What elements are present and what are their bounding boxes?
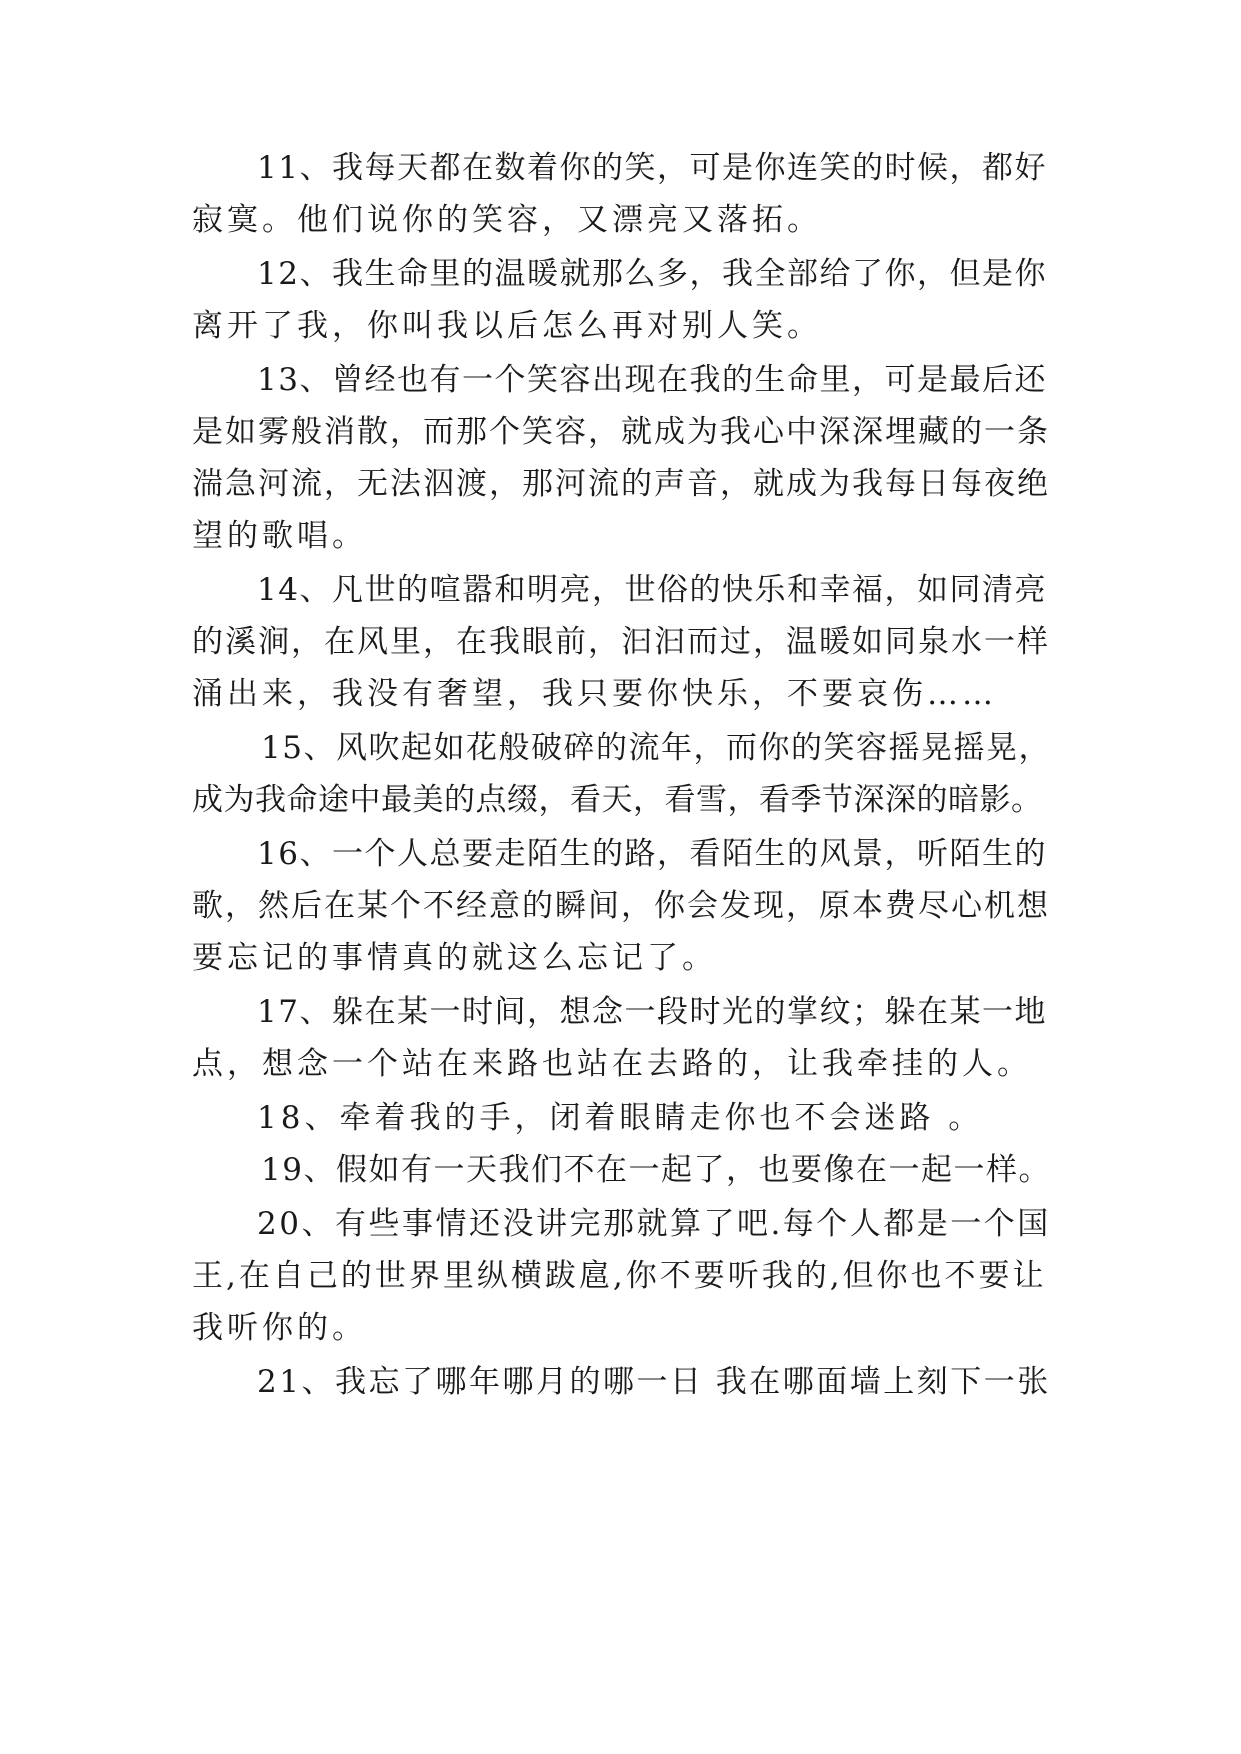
text-line: 的溪涧，在风里，在我眼前，汩汩而过，温暖如同泉水一样 — [192, 624, 1050, 660]
text-line: 11、我每天都在数着你的笑，可是你连笑的时候，都好 — [257, 150, 1047, 186]
text-line: 涌出来，我没有奢望，我只要你快乐，不要哀伤…… — [192, 676, 997, 712]
text-line: 13、曾经也有一个笑容出现在我的生命里，可是最后还 — [257, 362, 1047, 398]
text-line: 18、牵着我的手，闭着眼睛走你也不会迷路 。 — [257, 1100, 984, 1136]
text-line: 20、有些事情还没讲完那就算了吧.每个人都是一个国 — [257, 1206, 1051, 1242]
text-line: 歌，然后在某个不经意的瞬间，你会发现，原本费尽心机想 — [192, 888, 1050, 924]
text-line: 湍急河流，无法泅渡，那河流的声音，就成为我每日每夜绝 — [192, 466, 1050, 502]
text-line: 王,在自己的世界里纵横跋扈,你不要听我的,但你也不要让 — [192, 1258, 1047, 1294]
text-line: 19、假如有一天我们不在一起了，也要像在一起一样。 — [261, 1152, 1051, 1188]
text-line: 成为我命途中最美的点缀，看天，看雪，看季节深深的暗影。 — [192, 782, 1043, 818]
text-line: 离开了我，你叫我以后怎么再对别人笑。 — [192, 308, 822, 344]
text-line: 14、凡世的喧嚣和明亮，世俗的快乐和幸福，如同清亮 — [257, 572, 1047, 608]
text-line: 16、一个人总要走陌生的路，看陌生的风景，听陌生的 — [257, 836, 1047, 872]
text-line: 是如雾般消散，而那个笑容，就成为我心中深深埋藏的一条 — [192, 414, 1050, 450]
text-line: 17、躲在某一时间，想念一段时光的掌纹；躲在某一地 — [257, 994, 1047, 1030]
text-line: 望的歌唱。 — [192, 518, 367, 554]
text-line: 21、我忘了哪年哪月的哪一日 我在哪面墙上刻下一张 — [257, 1364, 1051, 1400]
text-line: 点，想念一个站在来路也站在去路的，让我牵挂的人。 — [192, 1046, 1032, 1082]
text-line: 我听你的。 — [192, 1310, 367, 1346]
text-line: 15、风吹起如花般破碎的流年，而你的笑容摇晃摇晃， — [261, 730, 1051, 766]
text-line: 12、我生命里的温暖就那么多，我全部给了你，但是你 — [257, 256, 1047, 292]
text-line: 寂寞。他们说你的笑容，又漂亮又落拓。 — [192, 202, 822, 238]
text-line: 要忘记的事情真的就这么忘记了。 — [192, 940, 717, 976]
